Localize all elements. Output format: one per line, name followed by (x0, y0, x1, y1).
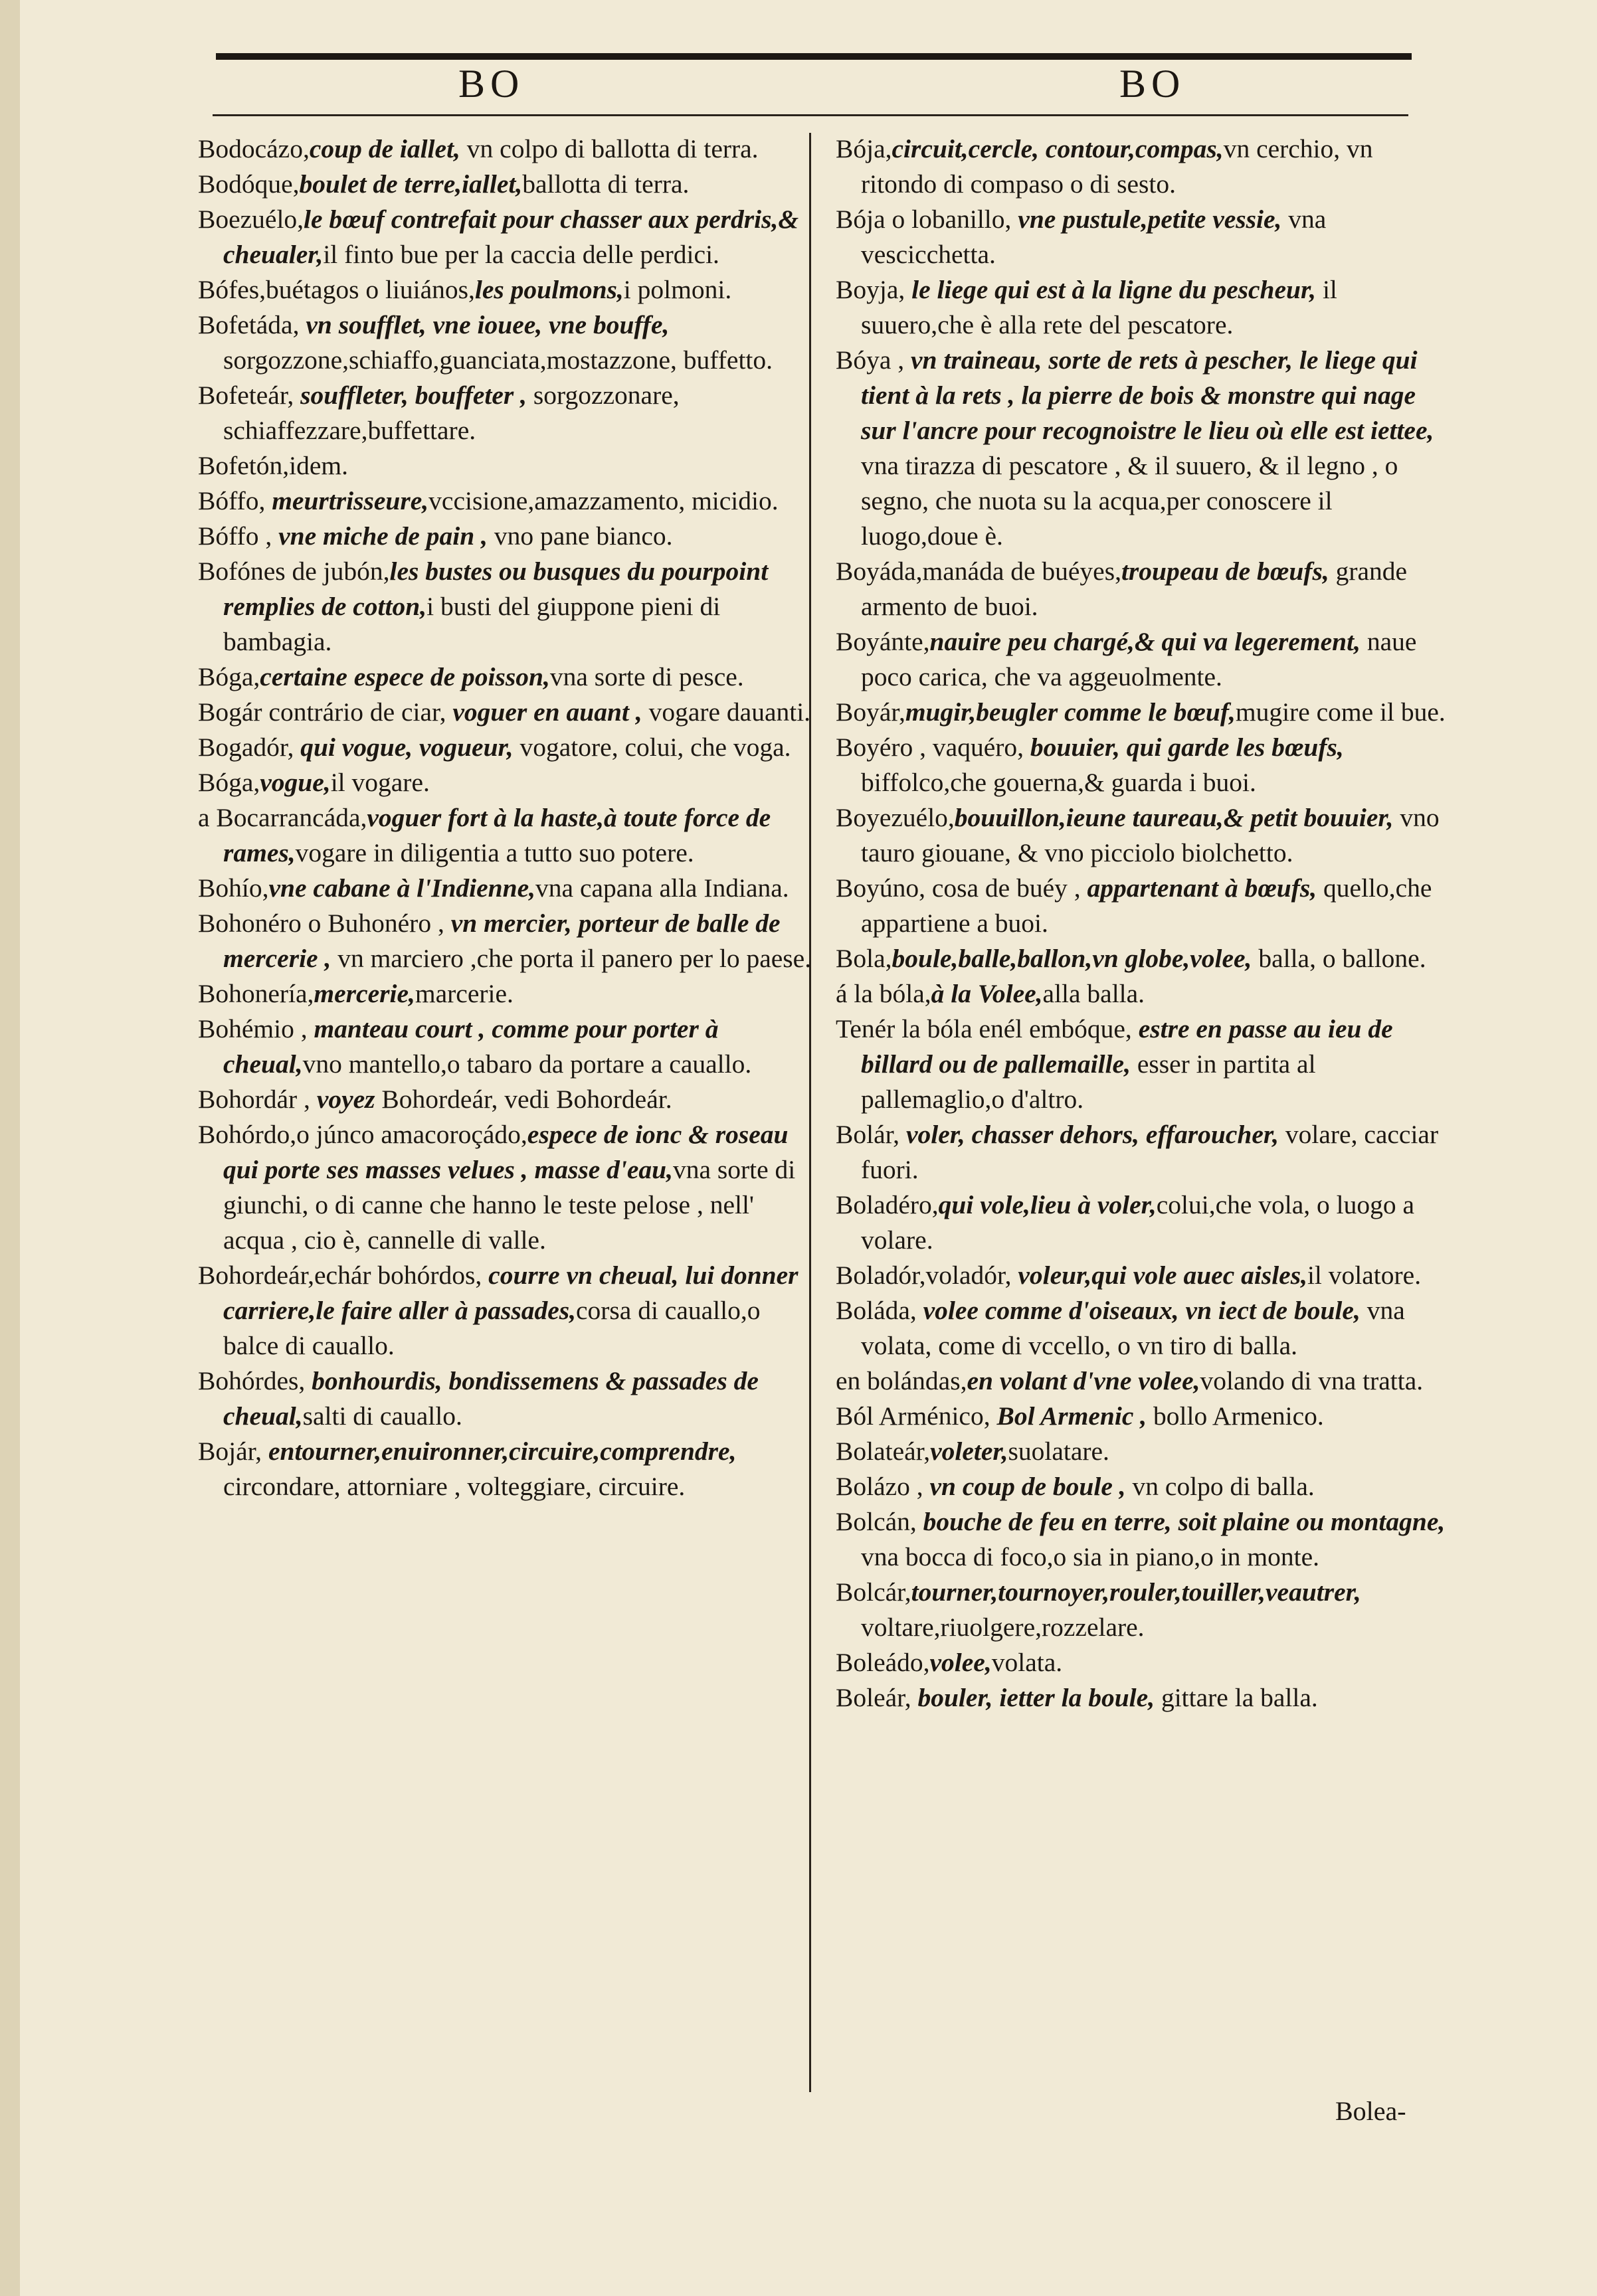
entry-french: voyez (316, 1085, 375, 1114)
entry-italian: alla balla. (1042, 979, 1145, 1008)
dictionary-entry (836, 1117, 1454, 1188)
entry-italian: sorgozzone,schiaffo,guanciata,mostazzone, buffetto. (223, 345, 773, 375)
top-rule (216, 53, 1412, 60)
entry-headword: Bofetón,idem. (198, 451, 348, 480)
entry-french: voguer en auant , (452, 697, 642, 727)
entry-headword: Bója o lobanillo, (836, 205, 1018, 234)
entry-italian: mugire come il bue. (1235, 697, 1446, 727)
entry-italian: i busti del giuppone pieni di bambagia. (223, 592, 721, 656)
dictionary-entry (198, 448, 816, 484)
entry-italian: volando di vna tratta. (1200, 1366, 1424, 1395)
entry-italian: biffolco,che gouerna,& guarda i buoi. (861, 768, 1256, 797)
entry-french: certaine espece de poisson, (260, 662, 550, 691)
dictionary-entry (836, 1012, 1454, 1117)
dictionary-entry (836, 343, 1454, 554)
entry-italian: il finto bue per la caccia delle perdici. (323, 240, 719, 269)
entry-headword: Boezuélo, (198, 205, 304, 234)
entry-french: les bustes ou busques du pourpoint remplies de cotton, (223, 557, 769, 621)
entry-italian: il vogare. (330, 768, 430, 797)
entry-headword: Bohío, (198, 873, 269, 903)
entry-french: meurtrisseure, (272, 486, 429, 515)
entry-headword: Bolcár, (836, 1577, 911, 1607)
entry-french: mugir,beugler comme le bœuf, (905, 697, 1236, 727)
dictionary-entry (836, 202, 1454, 272)
dictionary-entry (836, 976, 1454, 1012)
entry-french: vne pustule,petite vessie, (1018, 205, 1282, 234)
entry-italian: balla, o ballone. (1252, 944, 1426, 973)
entry-french: volee comme d'oiseaux, vn iect de boule, (923, 1296, 1361, 1325)
entry-headword: Bolateár, (836, 1437, 931, 1466)
entry-italian: vn cerchio, vn ritondo di compaso o di sesto. (861, 134, 1373, 199)
entry-headword: Boleár, (836, 1683, 918, 1712)
entry-headword: Bolár, (836, 1120, 906, 1149)
dictionary-entry (836, 1188, 1454, 1258)
entry-french: vn soufflet, vne iouee, vne bouffe, (306, 310, 670, 339)
entry-french: manteau court , comme pour porter à cheual, (223, 1014, 719, 1079)
entry-french: vn coup de boule , (929, 1472, 1126, 1501)
entry-french: en volant d'vne volee, (967, 1366, 1200, 1395)
dictionary-entry (836, 800, 1454, 871)
entry-headword: Boyánte, (836, 627, 930, 656)
entry-italian: naue poco carica, che va aggeuolmente. (861, 627, 1417, 691)
entry-italian: salti di cauallo. (302, 1401, 462, 1431)
entry-headword: en bolándas, (836, 1366, 967, 1395)
entry-french: appartenant à bœufs, (1087, 873, 1317, 903)
entry-headword: Tenér la bóla enél embóque, (836, 1014, 1139, 1043)
running-head-left: BO (458, 62, 525, 106)
entry-headword: Bóga, (198, 768, 260, 797)
entry-italian: sorgozzonare, schiaffezzare,buffettare. (223, 381, 680, 445)
entry-italian: vna sorte di giunchi, o di canne che hanno le teste pelose , nell' acqua , cio è, cannelle di valle. (223, 1155, 796, 1255)
entry-headword: Bóga, (198, 662, 260, 691)
entry-headword: Ból Arménico, (836, 1401, 997, 1431)
entry-french: à la Volee, (931, 979, 1043, 1008)
dictionary-entry (198, 976, 816, 1012)
entry-french: Bol Armenic , (996, 1401, 1147, 1431)
entry-headword: á la bóla, (836, 979, 931, 1008)
entry-french: entourner,enuironner,circuire,comprendre, (268, 1437, 737, 1466)
dictionary-entry (836, 1680, 1454, 1716)
entry-headword: Bófes,buétagos o liuiános, (198, 275, 475, 304)
entry-headword: Bodocázo, (198, 134, 310, 163)
dictionary-entry (836, 1364, 1454, 1399)
left-column (198, 132, 816, 1504)
entry-french: coup de iallet, (309, 134, 460, 163)
entry-french: bonhourdis, bondissemens & passades de cheual, (223, 1366, 759, 1431)
entry-headword: Bogadór, (198, 733, 301, 762)
entry-french: troupeau de bœufs, (1121, 557, 1329, 586)
entry-headword: Boladéro, (836, 1190, 939, 1219)
entry-headword: Boyár, (836, 697, 905, 727)
entry-italian: vno pane bianco. (487, 521, 673, 551)
running-head-right: BO (1119, 62, 1186, 106)
entry-italian: i polmoni. (623, 275, 732, 304)
dictionary-entry (198, 1364, 816, 1434)
entry-french: vne miche de pain , (278, 521, 488, 551)
entry-french: le liege qui est à la ligne du pescheur, (911, 275, 1317, 304)
dictionary-entry (836, 941, 1454, 976)
entry-french: qui vole,lieu à voler, (938, 1190, 1157, 1219)
entry-italian: il volatore. (1307, 1261, 1422, 1290)
entry-italian: bollo Armenico. (1147, 1401, 1324, 1431)
header-rule (213, 114, 1408, 116)
entry-italian: vna vescicchetta. (861, 205, 1327, 269)
dictionary-entry (198, 906, 816, 976)
entry-headword: Boyáda,manáda de buéyes, (836, 557, 1121, 586)
dictionary-entry (198, 519, 816, 554)
dictionary-entry (836, 1399, 1454, 1434)
entry-italian: vogare in diligentia a tutto suo potere. (295, 838, 694, 867)
entry-headword: Bohórdo,o júnco amacoroçádo, (198, 1120, 527, 1149)
dictionary-entry (836, 871, 1454, 941)
entry-headword: Boláda, (836, 1296, 923, 1325)
entry-italian: vna sorte di pesce. (549, 662, 744, 691)
dictionary-entry (198, 1117, 816, 1258)
entry-headword: Bofónes de jubón, (198, 557, 390, 586)
entry-french: vn mercier, porteur de balle de mercerie , (223, 909, 781, 973)
entry-italian: il suuero,che è alla rete del pescatore. (861, 275, 1337, 339)
entry-french: voler, chasser dehors, effaroucher, (905, 1120, 1279, 1149)
dictionary-entry (836, 1258, 1454, 1293)
entry-italian: vno tauro giouane, & vno picciolo biolchetto. (861, 803, 1440, 867)
entry-italian: vna bocca di foco,o sia in piano,o in monte. (861, 1542, 1319, 1571)
dictionary-entry (198, 484, 816, 519)
dictionary-entry (836, 1434, 1454, 1469)
entry-headword: Boyéro , vaquéro, (836, 733, 1030, 762)
dictionary-entry (198, 1012, 816, 1082)
entry-french: voleur,qui vole auec aisles, (1018, 1261, 1307, 1290)
entry-headword: Bola, (836, 944, 892, 973)
dictionary-entry (198, 730, 816, 765)
entry-italian: vna tirazza di pescatore , & il suuero, & il legno , o segno, che nuota su la acqua,per conoscere il luogo,doue è. (861, 451, 1398, 551)
dictionary-entry (198, 308, 816, 378)
entry-french: espece de ionc & roseau qui porte ses masses velues , masse d'eau, (223, 1120, 789, 1184)
entry-french: bouuier, qui garde les bœufs, (1030, 733, 1344, 762)
entry-headword: Bogár contrário de ciar, (198, 697, 453, 727)
entry-french: tourner,tournoyer,rouler,touiller,veautrer, (911, 1577, 1361, 1607)
entry-headword: Bofetáda, (198, 310, 306, 339)
entry-french: courre vn cheual, lui donner carriere,le faire aller à passades, (223, 1261, 798, 1325)
dictionary-entry (836, 132, 1454, 202)
entry-headword: Boleádo, (836, 1648, 930, 1677)
entry-italian: vna capana alla Indiana. (535, 873, 789, 903)
entry-french: vne cabane à l'Indienne, (268, 873, 536, 903)
entry-french: voleter, (930, 1437, 1008, 1466)
entry-italian: colui,che vola, o luogo a volare. (861, 1190, 1415, 1255)
entry-headword: Bohordeár,echár bohórdos, (198, 1261, 489, 1290)
dictionary-entry (836, 1645, 1454, 1680)
dictionary-entry (836, 730, 1454, 800)
entry-headword: a Bocarrancáda, (198, 803, 367, 832)
entry-french: boulet de terre,iallet, (299, 169, 523, 199)
entry-italian: vna volata, come di vccello, o vn tiro di balla. (861, 1296, 1405, 1360)
dictionary-entry (198, 660, 816, 695)
dictionary-entry (198, 167, 816, 202)
entry-italian: ballotta di terra. (522, 169, 690, 199)
dictionary-entry (836, 554, 1454, 624)
entry-french: bouuillon,ieune taureau,& petit bouuier, (954, 803, 1394, 832)
entry-headword: Boladór,voladór, (836, 1261, 1018, 1290)
entry-headword: Bóya , (836, 345, 911, 375)
entry-french: mercerie, (314, 979, 415, 1008)
entry-french: le bœuf contrefait pour chasser aux perdris,& cheualer, (223, 205, 799, 269)
entry-italian: vn colpo di balla. (1125, 1472, 1315, 1501)
entry-headword: Boyúno, cosa de buéy , (836, 873, 1087, 903)
entry-french: bouler, ietter la boule, (917, 1683, 1155, 1712)
dictionary-entry (836, 1575, 1454, 1645)
entry-headword: Bojár, (198, 1437, 268, 1466)
entry-italian: marcerie. (415, 979, 514, 1008)
entry-italian: vogare dauanti. (642, 697, 811, 727)
entry-italian: grande armento de buoi. (861, 557, 1408, 621)
dictionary-entry (198, 378, 816, 448)
entry-french: vn traineau, sorte de rets à pescher, le liege qui tient à la rets , la pierre de bois & monstre qui nage sur l'ancre pour recognoistre le lieu où elle est iettee, (861, 345, 1434, 445)
entry-italian: vn marciero ,che porta il panero per lo paese. (331, 944, 812, 973)
entry-italian: quello,che appartiene a buoi. (861, 873, 1432, 938)
dictionary-entry (198, 695, 816, 730)
entry-headword: Bója, (836, 134, 892, 163)
entry-french: vogue, (260, 768, 331, 797)
entry-french: nauire peu chargé,& qui va legerement, (929, 627, 1361, 656)
entry-italian: esser in partita al pallemaglio,o d'altro. (861, 1049, 1316, 1114)
entry-italian: vno mantello,o tabaro da portare a cauallo. (302, 1049, 752, 1079)
catchword: Bolea- (1335, 2096, 1406, 2126)
dictionary-entry (198, 202, 816, 272)
entry-italian: corsa di cauallo,o balce di cauallo. (223, 1296, 761, 1360)
entry-french: les poulmons, (474, 275, 624, 304)
dictionary-entry (836, 272, 1454, 343)
entry-headword: Bohórdes, (198, 1366, 312, 1395)
dictionary-entry (198, 554, 816, 660)
dictionary-entry (198, 1082, 816, 1117)
right-column (836, 132, 1454, 1716)
dictionary-entry (198, 800, 816, 871)
dictionary-entry (836, 1469, 1454, 1504)
dictionary-entry (198, 1434, 816, 1504)
entry-italian: gittare la balla. (1155, 1683, 1318, 1712)
dictionary-entry (836, 624, 1454, 695)
entry-italian: vccisione,amazzamento, micidio. (428, 486, 779, 515)
dictionary-entry (198, 765, 816, 800)
page-edge (0, 0, 20, 2296)
entry-italian: vogatore, colui, che voga. (513, 733, 791, 762)
entry-headword: Bóffo, (198, 486, 272, 515)
entry-headword: Boyja, (836, 275, 912, 304)
dictionary-entry (198, 1258, 816, 1364)
entry-italian: volata. (991, 1648, 1063, 1677)
entry-headword: Boyezuélo, (836, 803, 955, 832)
dictionary-entry (836, 1504, 1454, 1575)
entry-headword: Bodóque, (198, 169, 300, 199)
dictionary-entry (198, 871, 816, 906)
entry-french: bouche de feu en terre, soit plaine ou montagne, (923, 1507, 1446, 1536)
entry-headword: Bofeteár, (198, 381, 301, 410)
entry-italian: voltare,riuolgere,rozzelare. (861, 1613, 1145, 1642)
entry-french: voguer fort à la haste,à toute force de rames, (223, 803, 771, 867)
entry-french: boule,balle,ballon,vn globe,volee, (892, 944, 1252, 973)
entry-french: estre en passe au ieu de billard ou de pallemaille, (861, 1014, 1393, 1079)
entry-french: qui vogue, vogueur, (300, 733, 514, 762)
dictionary-entry (198, 132, 816, 167)
entry-headword: Bohordár , (198, 1085, 317, 1114)
entry-italian: volare, cacciar fuori. (861, 1120, 1439, 1184)
entry-headword: Bohonería, (198, 979, 314, 1008)
entry-italian: suolatare. (1008, 1437, 1109, 1466)
entry-french: volee, (929, 1648, 992, 1677)
dictionary-entry (198, 272, 816, 308)
entry-french: souffleter, bouffeter , (300, 381, 527, 410)
entry-headword: Bolcán, (836, 1507, 923, 1536)
dictionary-entry (836, 695, 1454, 730)
entry-headword: Bohémio , (198, 1014, 314, 1043)
entry-headword: Bohonéro o Buhonéro , (198, 909, 451, 938)
entry-italian: Bohordeár, vedi Bohordeár. (375, 1085, 672, 1114)
entry-headword: Bóffo , (198, 521, 279, 551)
entry-italian: vn colpo di ballotta di terra. (460, 134, 759, 163)
entry-headword: Bolázo , (836, 1472, 930, 1501)
entry-french: circuit,cercle, contour,compas, (892, 134, 1224, 163)
entry-italian: circondare, attorniare , volteggiare, circuire. (223, 1472, 686, 1501)
dictionary-entry (836, 1293, 1454, 1364)
